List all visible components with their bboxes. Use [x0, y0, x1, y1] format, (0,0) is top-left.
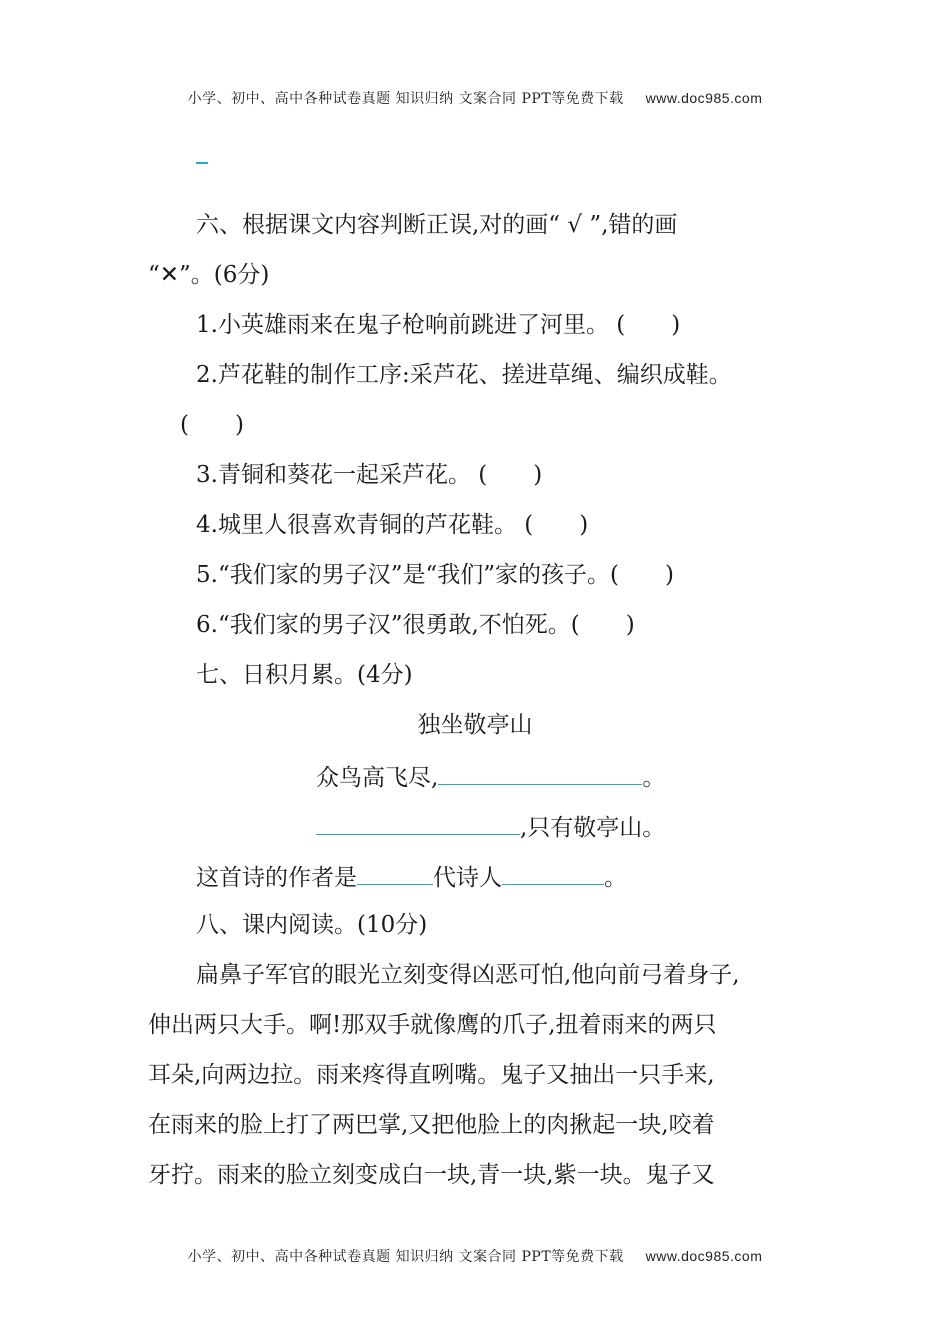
poem-blank-1[interactable] — [438, 760, 642, 785]
section8-title: 八、课内阅读。(10分) — [196, 912, 428, 938]
section6-title-cont: “✕”。(6分) — [148, 262, 270, 288]
poem-blank-2[interactable] — [316, 810, 520, 835]
poem-line-1-end: 。 — [642, 765, 666, 791]
answer-dash — [196, 162, 208, 164]
poem-title: 独坐敬亭山 — [417, 712, 533, 738]
question-2-answer: ( ) — [180, 412, 244, 438]
reading-line-2: 伸出两只大手。啊!那双手就像鹰的爪子,扭着雨来的两只 — [148, 1012, 717, 1038]
header-text: 小学、初中、高中各种试卷真题 知识归纳 文案合同 PPT等免费下载 — [187, 91, 624, 107]
question-5: 5.“我们家的男子汉”是“我们”家的孩子。( ) — [196, 562, 674, 588]
section6-title: 六、根据课文内容判断正误,对的画“ √ ”,错的画 — [196, 212, 678, 238]
poem-line-1 — [316, 760, 665, 793]
poem-line-2-text: ,只有敬亭山。 — [520, 815, 666, 841]
header-site[interactable]: www.doc985.com — [645, 90, 763, 106]
question-2: 2.芦花鞋的制作工序:采芦花、搓进草绳、编织成鞋。 — [196, 362, 732, 388]
question-4: 4.城里人很喜欢青铜的芦花鞋。 ( ) — [196, 512, 589, 538]
author-text-b: 代诗人 — [433, 865, 502, 891]
author-text-c: 。 — [604, 865, 627, 891]
reading-line-1: 扁鼻子军官的眼光立刻变得凶恶可怕,他向前弓着身子, — [196, 962, 740, 988]
poet-blank[interactable] — [502, 860, 604, 885]
reading-line-3: 耳朵,向两边拉。雨来疼得直咧嘴。鬼子又抽出一只手来, — [148, 1062, 715, 1088]
page-footer — [0, 1246, 950, 1266]
footer-text: 小学、初中、高中各种试卷真题 知识归纳 文案合同 PPT等免费下载 — [187, 1249, 624, 1265]
author-question — [196, 860, 627, 893]
reading-line-4: 在雨来的脸上打了两巴掌,又把他脸上的肉揪起一块,咬着 — [148, 1112, 715, 1138]
poem-line-2 — [316, 810, 665, 843]
author-text-a: 这首诗的作者是 — [196, 865, 357, 891]
dynasty-blank[interactable] — [357, 860, 433, 885]
section7-title: 七、日积月累。(4分) — [196, 662, 413, 688]
question-1: 1.小英雄雨来在鬼子枪响前跳进了河里。 ( ) — [196, 312, 681, 338]
page-header — [0, 88, 950, 108]
question-3: 3.青铜和葵花一起采芦花。 ( ) — [196, 462, 543, 488]
question-6: 6.“我们家的男子汉”很勇敢,不怕死。( ) — [196, 612, 635, 638]
poem-line-1-text: 众鸟高飞尽, — [316, 765, 439, 791]
footer-site[interactable]: www.doc985.com — [645, 1248, 763, 1264]
reading-line-5: 牙拧。雨来的脸立刻变成白一块,青一块,紫一块。鬼子又 — [148, 1162, 715, 1188]
